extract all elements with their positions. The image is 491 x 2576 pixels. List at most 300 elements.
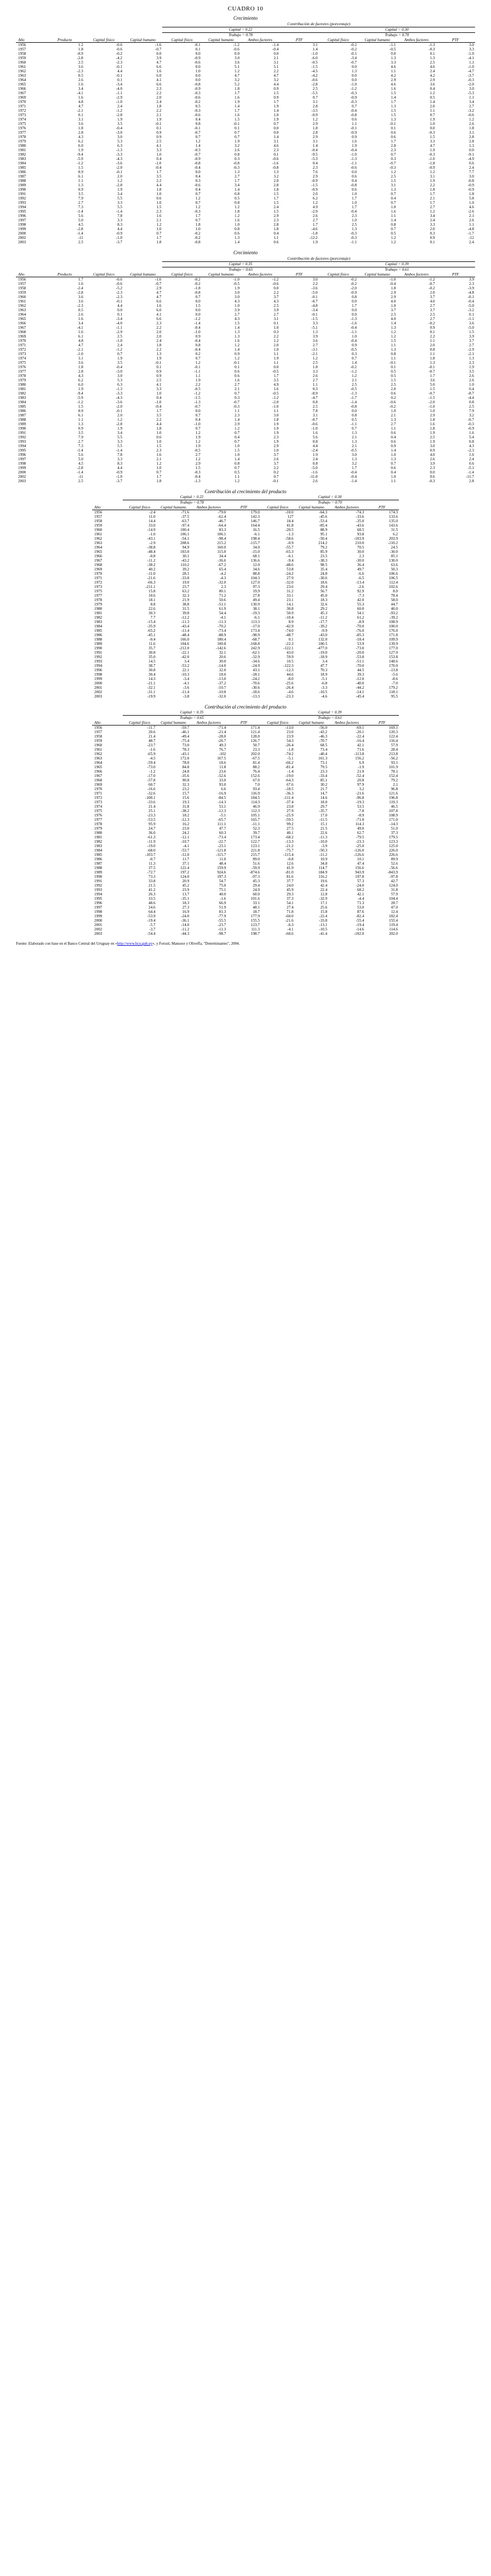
row-value: 100.0 (389, 624, 398, 629)
row-value: -0.9 (467, 426, 474, 431)
row-value: -48.4 (147, 550, 156, 554)
row-value: -43.2 (319, 730, 328, 734)
row-year: 1993 (18, 439, 26, 444)
row-value: 5.4 (469, 435, 474, 439)
col-ch-2a: Capital humano (202, 272, 241, 277)
row-value: 84.8 (182, 765, 190, 769)
row-value: 1.2 (235, 426, 240, 431)
row-value: 1.5 (273, 209, 279, 214)
row-value: -64.4 (218, 523, 226, 528)
row-value: 0.0 (351, 170, 357, 174)
row-value: -0.3 (467, 78, 474, 82)
row-value: 14.5 (149, 659, 156, 664)
row-value: 3.9 (469, 277, 474, 282)
row-value: -26.4 (285, 686, 294, 690)
table-row (16, 152, 475, 157)
row-value: 2.2 (156, 418, 162, 422)
row-value: -0.8 (194, 240, 201, 244)
table-row (92, 901, 399, 905)
row-value: 18.4 (286, 519, 294, 523)
row-value: 71.3 (357, 901, 364, 905)
row-value: 2.9 (391, 78, 396, 82)
row-value: 1.4 (235, 457, 240, 461)
row-value: 15.7 (182, 791, 190, 796)
row-value: 37.7 (286, 879, 294, 883)
row-value: -0.7 (429, 282, 435, 286)
row-value: -0.3 (194, 108, 201, 113)
row-year: 1990 (94, 646, 102, 650)
col-ambos-1a: Ambos factores (241, 38, 279, 43)
row-value: -1.0 (155, 400, 162, 404)
table-row (92, 523, 399, 528)
row-value: 1.2 (156, 222, 162, 227)
row-value: -3.7 (116, 240, 123, 244)
row-value: -115.7 (216, 853, 226, 857)
row-year: 1977 (18, 130, 26, 135)
row-value: -25.0 (356, 844, 364, 848)
row-value: 3.5 (78, 431, 83, 435)
row-value: -6.1 (253, 532, 260, 536)
row-value: -14.0 (218, 664, 226, 668)
row-value: 1.5 (156, 205, 162, 209)
row-value: 2.4 (156, 339, 162, 343)
row-value: -24.0 (356, 883, 364, 888)
row-value: -12.3 (285, 668, 294, 672)
row-value: -5.1 (321, 677, 328, 681)
row-value: 136.6 (250, 558, 260, 563)
row-value: -5.2 (116, 286, 123, 290)
table-row (92, 602, 399, 607)
col-ambos-3a: Ambos factores (190, 505, 227, 510)
row-value: -11.2 (181, 927, 190, 932)
row-value: -0.1 (350, 52, 357, 56)
row-value: 1.5 (195, 304, 201, 308)
row-value: 47.7 (320, 664, 328, 668)
row-value: 7.7 (469, 170, 474, 174)
row-value: -1.4 (287, 769, 294, 774)
row-value: -64.3 (319, 510, 328, 515)
row-value: 0.7 (235, 135, 240, 139)
row-value: -23.3 (356, 839, 364, 844)
table-row (92, 646, 399, 650)
row-value: 2.2 (156, 325, 162, 330)
row-value: -4.5 (149, 756, 156, 761)
row-value: 3.1 (78, 117, 83, 122)
row-value: -11.8 (309, 475, 318, 479)
row-value: 0.4 (195, 174, 201, 179)
row-value: 104.3 (250, 576, 260, 580)
row-value: 2.6 (273, 457, 279, 461)
table-row (16, 325, 475, 330)
row-value: 1.6 (78, 82, 83, 87)
row-value: 4.7 (273, 73, 279, 78)
row-value: -10.8 (218, 690, 226, 694)
row-value: 1.8 (430, 187, 435, 192)
row-year: 1975 (18, 361, 26, 365)
row-value: 3.6 (78, 299, 83, 304)
row-value: 0.6 (391, 391, 396, 396)
row-value: 1.7 (351, 205, 357, 209)
row-value: -19.0 (147, 844, 156, 848)
col-cf-3a: Capital físico (123, 505, 157, 510)
row-year: 2003 (94, 694, 102, 699)
row-value: -96.8 (356, 796, 364, 800)
row-value: 6.3 (117, 144, 123, 148)
row-value: -4.3 (116, 157, 123, 161)
row-value: 4.7 (78, 104, 83, 108)
row-value: 18.6 (219, 761, 226, 765)
row-value: -13.4 (356, 580, 364, 585)
row-value: 1.8 (273, 418, 279, 422)
row-value: 3.9 (273, 308, 279, 312)
row-value: -3.4 (182, 677, 190, 681)
table-row (16, 69, 475, 73)
row-value: 1.3 (391, 457, 396, 461)
row-value: -10.4 (285, 615, 294, 620)
row-value: 0.3 (430, 231, 435, 236)
row-value: 57.9 (391, 892, 398, 896)
row-value: 39.8 (182, 611, 190, 615)
row-value: -0.3 (194, 148, 201, 152)
row-value: -12.3 (218, 809, 226, 813)
row-value: 0.8 (312, 400, 318, 404)
row-value: 3.9 (469, 334, 474, 339)
row-value: 57.9 (391, 743, 398, 747)
row-value: -0.4 (389, 282, 396, 286)
row-value: 0.0 (235, 52, 240, 56)
row-value: 0.7 (195, 201, 201, 205)
row-value: 2.2 (195, 382, 201, 387)
row-value: 0.9 (156, 130, 162, 135)
row-value: 159.9 (217, 866, 226, 870)
table-body-2 (16, 277, 475, 484)
row-value: 23.9 (286, 734, 294, 739)
row-value: 31.5 (391, 528, 398, 532)
row-value: 33.0 (219, 778, 226, 782)
row-value: 40.0 (391, 607, 398, 611)
data-table-1 (16, 21, 475, 244)
row-value: -0.3 (429, 130, 435, 135)
row-value: -4.1 (77, 325, 83, 330)
table-row (16, 161, 475, 165)
row-year: 1984 (94, 848, 102, 853)
row-value: 4.7 (78, 343, 83, 347)
row-value: 1.6 (78, 330, 83, 334)
row-value: 42.1 (357, 743, 364, 747)
row-value: -0.6 (194, 60, 201, 65)
row-value: -1.1 (389, 43, 396, 47)
row-value: 71.8 (286, 910, 294, 914)
table-row (16, 286, 475, 290)
row-value: 78.0 (182, 761, 190, 765)
row-value: 1.0 (156, 431, 162, 435)
row-value: 16.9 (182, 910, 190, 914)
row-value: 2.1 (156, 457, 162, 461)
row-value: 78.1 (391, 769, 398, 774)
row-value: 89.0 (253, 857, 260, 861)
table-row (92, 896, 399, 901)
table-row (16, 448, 475, 453)
row-value: 97.9 (357, 782, 364, 787)
row-value: 112.4 (389, 580, 398, 585)
row-value: -1.0 (116, 475, 123, 479)
row-year: 1982 (18, 391, 26, 396)
row-value: -1.8 (429, 161, 435, 165)
row-value: 65.4 (219, 567, 226, 572)
row-value: 53.9 (357, 642, 364, 646)
row-value: 4.1 (156, 382, 162, 387)
row-value: 142.3 (250, 515, 260, 519)
row-value: 30.2 (320, 782, 328, 787)
row-value: 128.0 (250, 734, 260, 739)
row-value: 2.6 (469, 378, 474, 382)
row-value: -14.0 (181, 923, 190, 927)
row-value: -2.9 (311, 209, 318, 214)
row-value: 2.3 (391, 148, 396, 152)
row-value: -30.6 (319, 576, 328, 580)
row-value: 1.1 (391, 356, 396, 361)
row-value: -1.6 (155, 43, 162, 47)
row-value: 171.0 (389, 818, 398, 822)
row-value: 0.5 (430, 95, 435, 100)
row-value: -0.7 (155, 47, 162, 52)
col-ptf-4a: PTF (227, 721, 261, 726)
row-value: -0.2 (350, 277, 357, 282)
row-value: 1.3 (78, 183, 83, 187)
row-value: 1.0 (156, 227, 162, 231)
row-value: -40.0 (356, 681, 364, 686)
row-value: 21.9 (182, 598, 190, 602)
row-value: 16.2 (182, 822, 190, 826)
row-value: -1.3 (287, 532, 294, 536)
row-value: -0.2 (350, 47, 357, 52)
table-block-2 (16, 250, 475, 483)
row-value: 1.0 (273, 347, 279, 352)
row-value: 0.6 (351, 174, 357, 179)
row-value: 4.9 (312, 205, 318, 209)
row-value: -4.0 (116, 321, 123, 325)
row-year: 1967 (94, 774, 102, 778)
row-value: 1.1 (469, 95, 474, 100)
row-value: -0.3 (350, 231, 357, 236)
row-value: 1.7 (351, 196, 357, 201)
row-value: 113.3 (251, 620, 260, 624)
table-body-4 (92, 726, 399, 936)
row-value: -113.8 (354, 752, 364, 756)
row-value: -33.6 (147, 800, 156, 804)
row-value: 164.4 (250, 523, 260, 528)
row-value: 1.8 (156, 343, 162, 347)
row-value: -2.3 (116, 60, 123, 65)
row-value: 5.6 (78, 453, 83, 457)
row-value: 23.0 (286, 730, 294, 734)
row-value: 0.0 (351, 73, 357, 78)
row-value: -10.5 (319, 690, 328, 694)
row-value: -1.4 (350, 400, 357, 404)
row-value: 15.6 (182, 796, 190, 800)
row-value: 2.1 (391, 413, 396, 418)
row-value: 155.5 (250, 918, 260, 923)
row-value: -37.5 (181, 515, 190, 519)
row-value: 3.5 (469, 369, 474, 374)
row-value: 3.6 (469, 321, 474, 325)
row-year: 2001 (94, 686, 102, 690)
row-value: -61.3 (147, 835, 156, 839)
row-value: 0.8 (195, 343, 201, 347)
table-row (16, 117, 475, 122)
row-value: 18.0 (219, 672, 226, 677)
row-value: -62.1 (251, 650, 260, 655)
row-value: 0.0 (195, 299, 201, 304)
row-value: 2.5 (351, 382, 357, 387)
row-value: 51.6 (253, 861, 260, 866)
row-year: 1979 (94, 602, 102, 607)
row-value: 34.0 (253, 545, 260, 550)
row-value: 39.2 (182, 567, 190, 572)
row-value: 88.2 (253, 765, 260, 769)
row-value: 1.5 (235, 321, 240, 325)
row-value: -874.6 (249, 870, 260, 875)
row-value: 73.1 (320, 761, 328, 765)
row-value: -0.1 (272, 479, 279, 483)
row-year: 1987 (94, 861, 102, 866)
row-value: 3.7 (391, 308, 396, 312)
row-year: 1996 (94, 901, 102, 905)
row-value: -19.4 (356, 923, 364, 927)
row-value: -1.9 (357, 765, 364, 769)
row-value: 19.0 (182, 580, 190, 585)
row-value: 76.4 (253, 769, 260, 774)
row-value: 114.6 (389, 927, 398, 932)
row-value: 5.5 (117, 196, 123, 201)
row-value: -0.8 (194, 161, 201, 165)
row-value: 68.5 (320, 743, 328, 747)
row-value: -10.7 (218, 686, 226, 690)
row-value: -8.9 (357, 620, 364, 624)
row-value: 2.6 (78, 312, 83, 317)
row-value: 1.4 (391, 218, 396, 222)
row-value: -1.4 (116, 209, 123, 214)
row-value: 1.4 (235, 347, 240, 352)
row-value: 1.7 (273, 100, 279, 104)
row-value: -12.1 (181, 835, 190, 839)
row-value: 10.1 (357, 857, 364, 861)
row-value: 215.7 (250, 853, 260, 857)
row-value: 0.6 (391, 466, 396, 470)
row-value: 1.3 (391, 117, 396, 122)
row-value: 3.3 (117, 201, 123, 205)
row-value: 8.9 (78, 170, 83, 174)
table-row (16, 299, 475, 304)
row-value: 0.6 (235, 231, 240, 236)
row-value: 1.3 (430, 361, 435, 365)
row-value: 3.2 (273, 78, 279, 82)
source-link[interactable]: http://www.bcu.gub.uy (117, 941, 153, 946)
row-value: 7.8 (117, 453, 123, 457)
row-value: -0.5 (194, 448, 201, 453)
row-value: -5.0 (311, 290, 318, 295)
row-value: -3.6 (182, 686, 190, 690)
row-value: 1.5 (78, 404, 83, 409)
row-value: -60.6 (285, 932, 294, 936)
row-value: -5.0 (467, 304, 474, 308)
row-value: -0.4 (311, 148, 318, 152)
row-value: -0.2 (194, 100, 201, 104)
row-value: -4.0 (116, 87, 123, 91)
row-value: -4.1 (287, 927, 294, 932)
row-value: 6.2 (393, 532, 398, 536)
row-year: 1974 (94, 804, 102, 809)
row-value: -0.6 (272, 282, 279, 286)
row-value: 8.9 (288, 620, 294, 624)
row-value: 0.4 (351, 179, 357, 183)
row-year: 1982 (18, 152, 26, 157)
row-value: -843.9 (387, 870, 398, 875)
row-value: 0.1 (195, 47, 201, 52)
row-year: 1992 (18, 196, 26, 201)
row-value: 1.3 (351, 457, 357, 461)
table-row (92, 796, 399, 800)
table-row (92, 629, 399, 633)
row-value: 18.7 (253, 910, 260, 914)
row-value: -66.3 (147, 580, 156, 585)
col-capital-fisico-2: Capital físico (84, 272, 123, 277)
row-value: 1.2 (195, 139, 201, 144)
row-value: 179.0 (250, 510, 260, 515)
row-value: -5.3 (311, 157, 318, 161)
table-row (16, 330, 475, 334)
group-1a-capital: Capital = 0.22 (162, 27, 318, 33)
row-value: -43.4 (181, 624, 190, 629)
row-value: -23.7 (218, 923, 226, 927)
col-ambos-1b: Ambos factores (397, 38, 436, 43)
row-value: -0.2 (350, 282, 357, 286)
row-value: 0.7 (351, 426, 357, 431)
row-value: 202.0 (250, 752, 260, 756)
row-value: -70.7 (319, 739, 328, 743)
row-year: 1972 (18, 347, 26, 352)
row-value: 0.8 (235, 461, 240, 466)
row-value: 1.2 (430, 91, 435, 95)
table-row (92, 558, 399, 563)
row-value: 0.7 (351, 356, 357, 361)
row-value: -19.0 (319, 650, 328, 655)
table-row (92, 752, 399, 756)
table-row (16, 104, 475, 108)
row-value: -33.8 (181, 576, 190, 580)
row-value: 4.8 (78, 339, 83, 343)
row-value: -1.2 (429, 277, 435, 282)
row-value: 0.0 (195, 52, 201, 56)
row-year: 1964 (94, 761, 102, 765)
row-value: -0.8 (350, 113, 357, 117)
row-value: 3.5 (78, 192, 83, 196)
row-value: -0.6 (467, 113, 474, 117)
row-value: -3.7 (149, 927, 156, 932)
row-value: -3.3 (321, 686, 328, 690)
row-year: 1990 (94, 875, 102, 879)
row-value: 1.3 (469, 144, 474, 148)
row-value: -0.2 (350, 365, 357, 369)
row-value: -35.0 (356, 519, 364, 523)
row-value: 11.0 (149, 515, 156, 519)
row-value: -1.3 (116, 148, 123, 152)
table-block-3 (92, 489, 399, 699)
row-value: 169.1 (389, 726, 398, 730)
row-value: 2.3 (469, 361, 474, 365)
row-value: 1.0 (156, 391, 162, 396)
row-value: -0.5 (350, 347, 357, 352)
